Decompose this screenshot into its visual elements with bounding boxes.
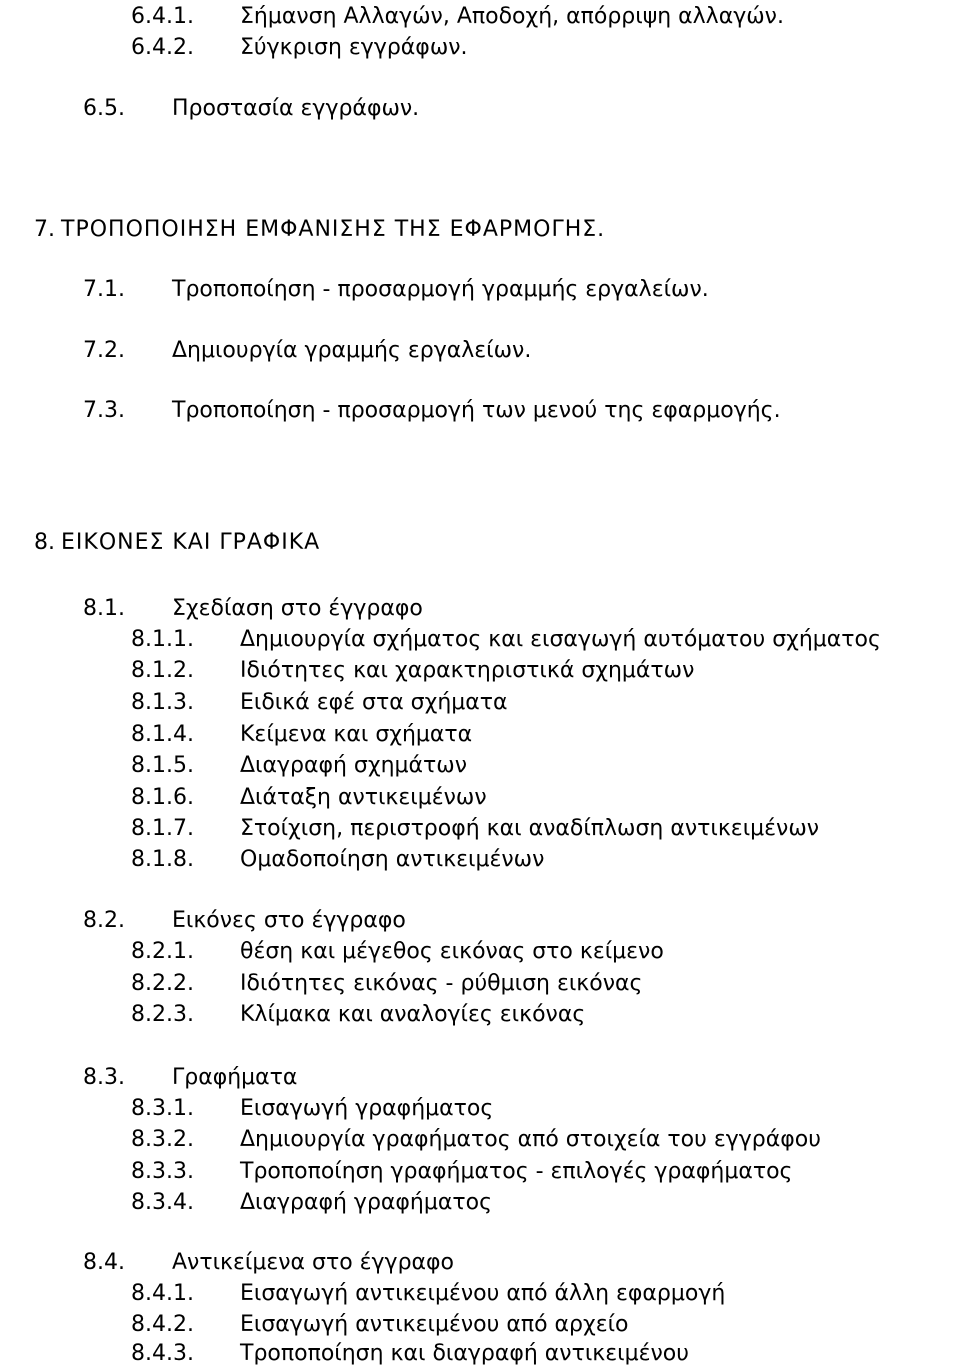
toc-item-8-1-2	[0, 654, 960, 688]
toc-item-7-2	[0, 334, 960, 368]
toc-item-8-4-3	[0, 1337, 960, 1371]
toc-number: 8.4.3.	[131, 1341, 194, 1366]
toc-number: 7.3.	[83, 398, 125, 423]
toc-title: Τροποποίηση και διαγραφή αντικειμένου	[240, 1341, 689, 1366]
toc-number: 7.	[34, 217, 55, 242]
toc-number: 8.1.5.	[131, 753, 194, 778]
toc-title: Προστασία εγγράφων.	[172, 96, 420, 121]
toc-number: 8.2.1.	[131, 939, 194, 964]
toc-item-6-4-1	[0, 0, 960, 34]
toc-title: Εισαγωγή αντικειμένου από αρχείο	[240, 1312, 629, 1337]
toc-item-6-4-2	[0, 31, 960, 65]
toc-number: 8.1.3.	[131, 690, 194, 715]
toc-title: Εισαγωγή αντικειμένου από άλλη εφαρμογή	[240, 1281, 726, 1306]
toc-title: Ομαδοποίηση αντικειμένων	[240, 847, 545, 872]
toc-item-8-3-2	[0, 1123, 960, 1157]
toc-title: Ιδιότητες εικόνας - ρύθμιση εικόνας	[240, 971, 643, 996]
toc-number: 8.2.2.	[131, 971, 194, 996]
toc-item-8-1-7	[0, 812, 960, 846]
toc-number: 8.3.4.	[131, 1190, 194, 1215]
toc-title: Τροποποίηση γραφήματος - επιλογές γραφήματος	[240, 1159, 793, 1184]
toc-title: Δημιουργία γραμμής εργαλείων.	[172, 338, 532, 363]
toc-title: Σήμανση Αλλαγών, Αποδοχή, απόρριψη αλλαγών.	[240, 4, 784, 29]
toc-number: 8.	[34, 530, 55, 555]
toc-item-8-2	[0, 904, 960, 938]
toc-number: 8.4.1.	[131, 1281, 194, 1306]
toc-number: 8.4.	[83, 1250, 125, 1275]
toc-title: Διαγραφή σχημάτων	[240, 753, 467, 778]
toc-number: 8.4.2.	[131, 1312, 194, 1337]
toc-title: Αντικείμενα στο έγγραφο	[172, 1250, 455, 1275]
toc-title: Διάταξη αντικειμένων	[240, 785, 487, 810]
toc-item-8-1-1	[0, 623, 960, 657]
toc-title: Διαγραφή γραφήματος	[240, 1190, 492, 1215]
toc-number: 8.1.2.	[131, 658, 194, 683]
toc-item-8-1-8	[0, 843, 960, 877]
toc-item-8-3-4	[0, 1186, 960, 1220]
toc-title: Σύγκριση εγγράφων.	[240, 35, 468, 60]
toc-item-8-3	[0, 1061, 960, 1095]
toc-item-7-1	[0, 273, 960, 307]
toc-title: Ιδιότητες και χαρακτηριστικά σχημάτων	[240, 658, 695, 683]
toc-number: 8.1.1.	[131, 627, 194, 652]
toc-item-8-1-3	[0, 686, 960, 720]
toc-number: 7.2.	[83, 338, 125, 363]
toc-item-8-4	[0, 1246, 960, 1280]
toc-chapter-7	[0, 213, 960, 247]
toc-title: Ειδικά εφέ στα σχήματα	[240, 690, 508, 715]
toc-item-8-1-4	[0, 718, 960, 752]
toc-title: ΕΙΚΟΝΕΣ ΚΑΙ ΓΡΑΦΙΚΑ	[61, 530, 321, 555]
toc-title: Γραφήματα	[172, 1065, 298, 1090]
toc-item-8-3-3	[0, 1155, 960, 1189]
toc-number: 8.2.	[83, 908, 125, 933]
toc-title: Σχεδίαση στο έγγραφο	[172, 596, 423, 621]
toc-title: Τροποποίηση - προσαρμογή των μενού της εφαρμογής.	[172, 398, 781, 423]
toc-title: Τροποποίηση - προσαρμογή γραμμής εργαλείων.	[172, 277, 709, 302]
toc-title: Δημιουργία γραφήματος από στοιχεία του εγγράφου	[240, 1127, 821, 1152]
toc-number: 8.3.	[83, 1065, 125, 1090]
toc-number: 8.1.4.	[131, 722, 194, 747]
toc-number: 8.1.6.	[131, 785, 194, 810]
toc-number: 6.4.1.	[131, 4, 194, 29]
toc-number: 6.5.	[83, 96, 125, 121]
toc-item-8-1	[0, 592, 960, 626]
toc-item-8-2-3	[0, 998, 960, 1032]
toc-item-8-2-2	[0, 967, 960, 1001]
toc-number: 8.1.8.	[131, 847, 194, 872]
toc-title: Κείμενα και σχήματα	[240, 722, 473, 747]
toc-number: 8.3.3.	[131, 1159, 194, 1184]
toc-title: ΤΡΟΠΟΠΟΙΗΣΗ ΕΜΦΑΝΙΣΗΣ ΤΗΣ ΕΦΑΡΜΟΓΗΣ.	[61, 217, 606, 242]
toc-item-8-4-1	[0, 1277, 960, 1311]
toc-number: 8.1.7.	[131, 816, 194, 841]
toc-chapter-8	[0, 526, 960, 560]
toc-title: Δημιουργία σχήματος και εισαγωγή αυτόματου σχήματος	[240, 627, 881, 652]
toc-item-7-3	[0, 394, 960, 428]
toc-number: 8.2.3.	[131, 1002, 194, 1027]
toc-number: 8.1.	[83, 596, 125, 621]
toc-number: 7.1.	[83, 277, 125, 302]
toc-number: 8.3.2.	[131, 1127, 194, 1152]
toc-number: 6.4.2.	[131, 35, 194, 60]
toc-title: Εικόνες στο έγγραφο	[172, 908, 406, 933]
toc-title: θέση και μέγεθος εικόνας στο κείμενο	[240, 939, 664, 964]
toc-number: 8.3.1.	[131, 1096, 194, 1121]
toc-title: Εισαγωγή γραφήματος	[240, 1096, 494, 1121]
toc-title: Κλίμακα και αναλογίες εικόνας	[240, 1002, 586, 1027]
toc-title: Στοίχιση, περιστροφή και αναδίπλωση αντικειμένων	[240, 816, 820, 841]
toc-item-8-2-1	[0, 935, 960, 969]
toc-item-8-3-1	[0, 1092, 960, 1126]
toc-item-6-5	[0, 92, 960, 126]
toc-item-8-1-6	[0, 781, 960, 815]
toc-item-8-1-5	[0, 749, 960, 783]
